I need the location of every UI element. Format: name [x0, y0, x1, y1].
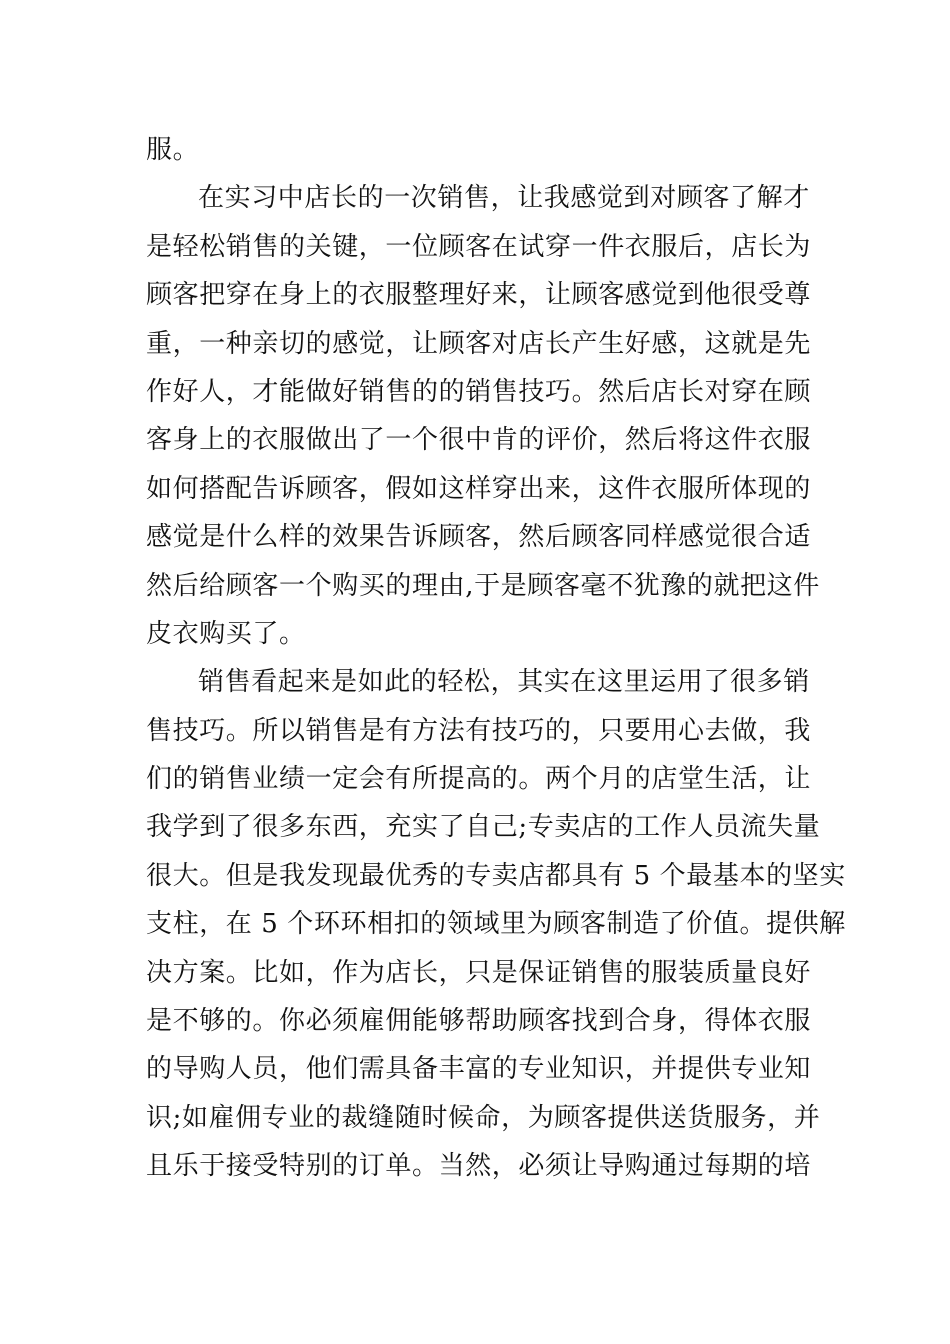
text-line: 客身上的衣服做出了一个很中肯的评价，然后将这件衣服: [146, 425, 812, 456]
document-body: [146, 126, 846, 1191]
text-line: 顾客把穿在身上的衣服整理好来，让顾客感觉到他很受尊: [146, 280, 812, 311]
text-line: 如何搭配告诉顾客，假如这样穿出来，这件衣服所体现的: [146, 473, 812, 504]
text-line: 决方案。比如，作为店长，只是保证销售的服装质量良好: [146, 957, 812, 988]
text-line: 且乐于接受特别的订单。当然，必须让导购通过每期的培: [146, 1151, 812, 1182]
text-line: 识;如雇佣专业的裁缝随时候命，为顾客提供送货服务，并: [146, 1102, 821, 1133]
text-line: 的导购人员，他们需具备丰富的专业知识，并提供专业知: [146, 1054, 812, 1085]
text-line: 支柱，在 5 个环环相扣的领域里为顾客制造了价值。提供解: [146, 909, 846, 940]
text-line: 售技巧。所以销售是有方法有技巧的，只要用心去做，我: [146, 715, 812, 746]
paragraph-first-line: 销售看起来是如此的轻松，其实在这里运用了很多销: [198, 667, 810, 698]
text-line: 然后给顾客一个购买的理由,于是顾客毫不犹豫的就把这件: [146, 570, 820, 601]
text-line: 感觉是什么样的效果告诉顾客，然后顾客同样感觉很合适: [146, 522, 812, 553]
text-line: 是轻松销售的关键，一位顾客在试穿一件衣服后，店长为: [146, 231, 812, 262]
text-line: 重，一种亲切的感觉，让顾客对店长产生好感，这就是先: [146, 328, 812, 359]
paragraph-first-line: 在实习中店长的一次销售，让我感觉到对顾客了解才: [198, 183, 810, 214]
text-line: 很大。但是我发现最优秀的专卖店都具有 5 个最基本的坚实: [146, 860, 846, 891]
text-line: 我学到了很多东西，充实了自己;专卖店的工作人员流失量: [146, 812, 821, 843]
text-line: 服。: [146, 135, 200, 165]
text-line: 作好人，才能做好销售的的销售技巧。然后店长对穿在顾: [146, 376, 812, 407]
text-line: 皮衣购买了。: [146, 618, 306, 649]
text-line: 是不够的。你必须雇佣能够帮助顾客找到合身，得体衣服: [146, 1006, 812, 1037]
text-line: 们的销售业绩一定会有所提高的。两个月的店堂生活，让: [146, 764, 812, 795]
